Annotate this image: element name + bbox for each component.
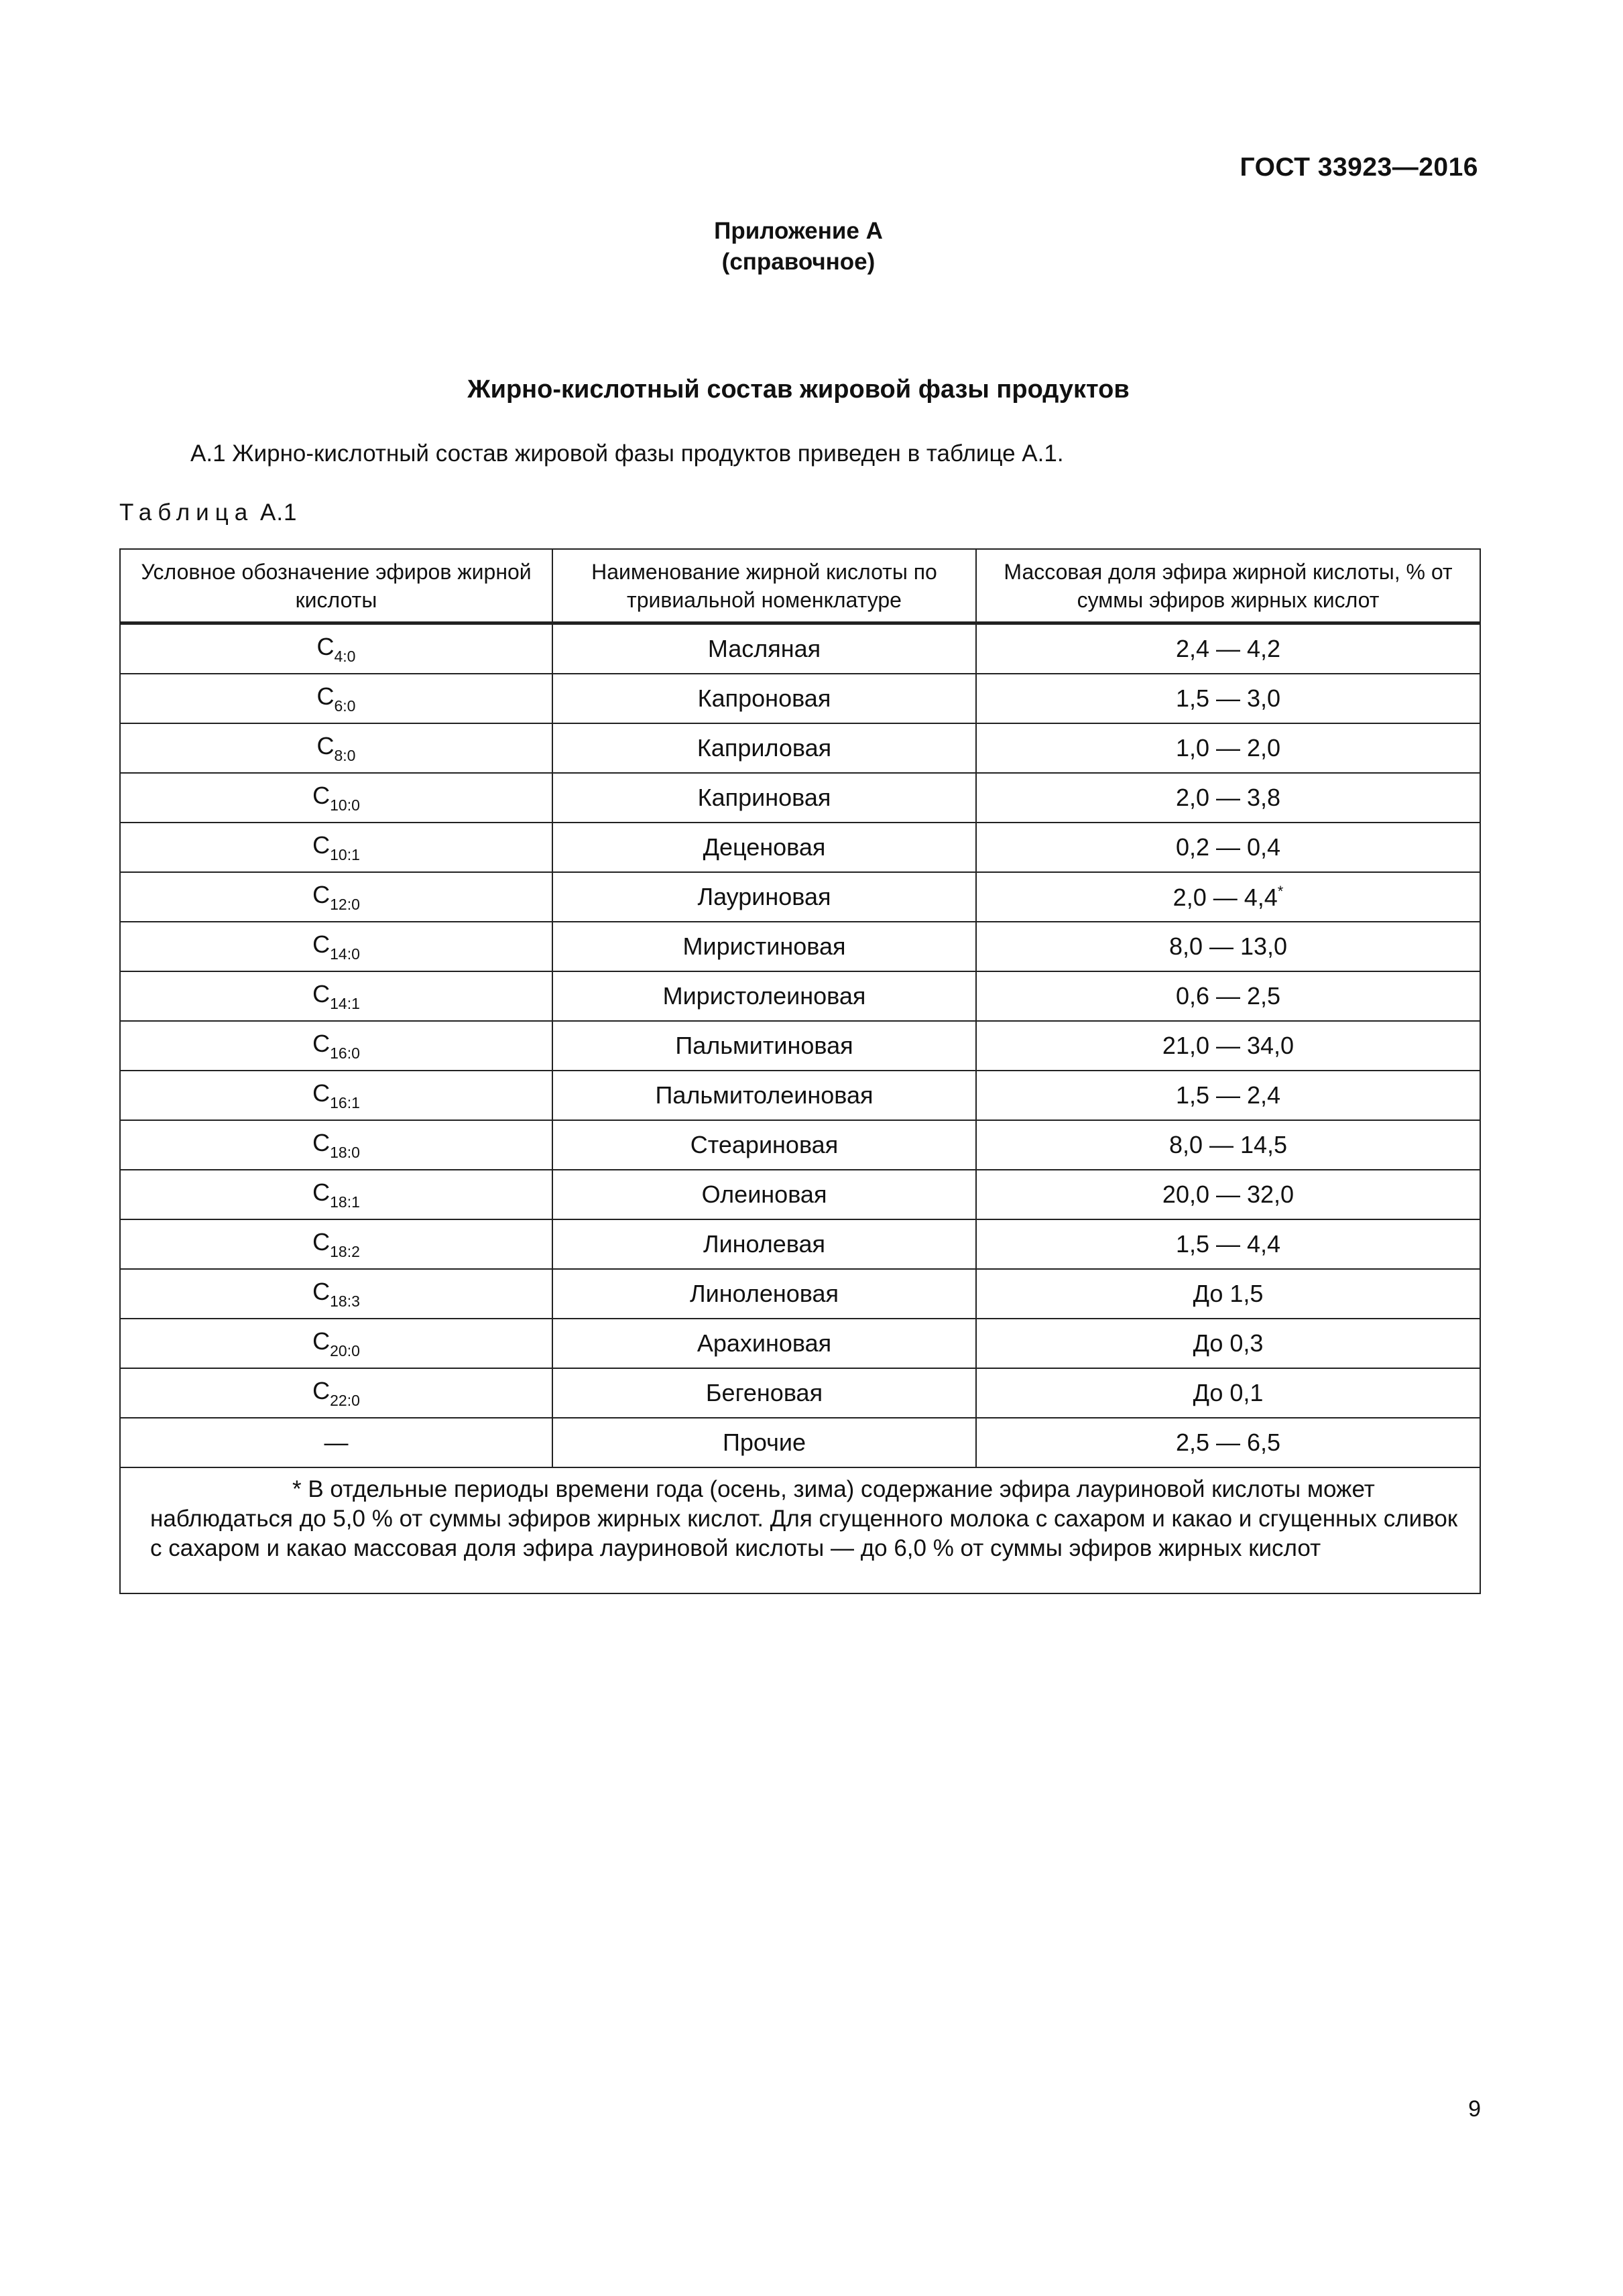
- acid-symbol: —: [324, 1429, 349, 1456]
- table-row: [120, 1219, 1480, 1269]
- acid-symbol: C: [312, 1178, 330, 1206]
- acid-name: Каприновая: [552, 773, 976, 823]
- mass-fraction-value: 1,5 — 3,0: [1175, 684, 1281, 712]
- mass-fraction: [976, 1368, 1480, 1418]
- table-body: [120, 623, 1480, 1594]
- table-row: [120, 1368, 1480, 1418]
- acid-subscript: 8:0: [334, 746, 356, 764]
- mass-fraction-value: 0,6 — 2,5: [1175, 982, 1281, 1010]
- acid-symbol: C: [312, 1227, 330, 1256]
- mass-fraction: [976, 773, 1480, 823]
- appendix-title: Приложение А: [714, 218, 883, 244]
- table-row: [120, 1021, 1480, 1071]
- acid-symbol: C: [312, 1277, 330, 1305]
- table-row: [120, 1071, 1480, 1120]
- acid-name: Масляная: [552, 623, 976, 674]
- acid-designation: [120, 674, 552, 723]
- mass-fraction: [976, 971, 1480, 1021]
- acid-designation: [120, 1368, 552, 1418]
- appendix-heading: [0, 216, 1597, 278]
- acid-name: Каприловая: [552, 723, 976, 773]
- acid-designation: [120, 1418, 552, 1467]
- mass-fraction-value: 21,0 — 34,0: [1162, 1032, 1295, 1059]
- footnote-row: [120, 1467, 1480, 1593]
- acid-designation: [120, 1071, 552, 1120]
- acid-subscript: 16:1: [330, 1093, 360, 1111]
- table-row: [120, 971, 1480, 1021]
- mass-fraction: [976, 723, 1480, 773]
- acid-designation: [120, 623, 552, 674]
- acid-subscript: 18:3: [330, 1292, 360, 1310]
- mass-fraction: [976, 1269, 1480, 1319]
- acid-name: Олеиновая: [552, 1170, 976, 1219]
- acid-symbol: C: [312, 1029, 330, 1057]
- mass-fraction: [976, 1021, 1480, 1071]
- mass-fraction-value: 1,5 — 2,4: [1175, 1081, 1281, 1109]
- mass-fraction-value: 2,5 — 6,5: [1175, 1429, 1281, 1456]
- header-mass-fraction: Массовая доля эфира жирной кислоты, % от суммы эфиров жирных кислот: [976, 549, 1480, 623]
- mass-fraction: [976, 1170, 1480, 1219]
- acid-designation: [120, 1120, 552, 1170]
- acid-designation: [120, 1269, 552, 1319]
- table-caption: [119, 499, 298, 526]
- section-title: Жирно-кислотный состав жировой фазы продуктов: [467, 375, 1130, 404]
- acid-name: Линоленовая: [552, 1269, 976, 1319]
- acid-subscript: 18:2: [330, 1242, 360, 1260]
- acid-designation: [120, 723, 552, 773]
- acid-name: Стеариновая: [552, 1120, 976, 1170]
- mass-fraction: [976, 872, 1480, 922]
- acid-symbol: C: [312, 1079, 330, 1107]
- acid-name: Миристолеиновая: [552, 971, 976, 1021]
- acid-name: Линолевая: [552, 1219, 976, 1269]
- fatty-acid-table: [119, 548, 1481, 1594]
- acid-designation: [120, 922, 552, 971]
- mass-fraction-value: 2,4 — 4,2: [1175, 635, 1281, 662]
- acid-symbol: C: [312, 1376, 330, 1404]
- table-row: [120, 922, 1480, 971]
- mass-fraction-value: До 0,3: [1193, 1329, 1264, 1357]
- table-footnote: * В отдельные периоды времени года (осень, зима) содержание эфира лауриновой кислоты может наблюдаться до 5,0 % от суммы эфиров жирных кислот. Для сгущенного молока с сахаром и какао и сгущенных сливок с сахаром и какао массовая доля эфира лауриновой кислоты — до 6,0 % от суммы эфиров жирных кислот: [120, 1467, 1480, 1593]
- mass-fraction: [976, 1418, 1480, 1467]
- mass-fraction: [976, 1219, 1480, 1269]
- mass-fraction: [976, 623, 1480, 674]
- acid-subscript: 18:1: [330, 1193, 360, 1211]
- table-caption-word: Таблица: [119, 499, 254, 526]
- mass-fraction: [976, 823, 1480, 872]
- acid-subscript: 12:0: [330, 895, 360, 913]
- acid-subscript: 4:0: [334, 647, 356, 665]
- mass-fraction-value: До 1,5: [1193, 1280, 1264, 1307]
- mass-fraction: [976, 674, 1480, 723]
- mass-fraction: [976, 1319, 1480, 1368]
- mass-fraction: [976, 1071, 1480, 1120]
- appendix-status: (справочное): [721, 249, 876, 275]
- header-designation: Условное обозначение эфиров жирной кислоты: [120, 549, 552, 623]
- acid-name: Прочие: [552, 1418, 976, 1467]
- acid-subscript: 6:0: [334, 697, 356, 715]
- acid-subscript: 10:1: [330, 845, 360, 863]
- mass-fraction-value: 0,2 — 0,4: [1175, 833, 1281, 861]
- acid-symbol: C: [312, 1128, 330, 1156]
- acid-symbol: C: [312, 880, 330, 908]
- acid-designation: [120, 773, 552, 823]
- acid-name: Пальмитиновая: [552, 1021, 976, 1071]
- table-row: [120, 773, 1480, 823]
- acid-designation: [120, 971, 552, 1021]
- acid-symbol: C: [312, 979, 330, 1008]
- acid-subscript: 14:1: [330, 994, 360, 1012]
- acid-symbol: C: [312, 930, 330, 958]
- table-row: [120, 1120, 1480, 1170]
- mass-fraction-value: 1,0 — 2,0: [1175, 734, 1281, 762]
- acid-subscript: 18:0: [330, 1143, 360, 1161]
- acid-subscript: 20:0: [330, 1341, 360, 1360]
- footnote-marker: *: [1277, 882, 1284, 900]
- acid-name: Капроновая: [552, 674, 976, 723]
- acid-symbol: C: [312, 831, 330, 859]
- table-row: [120, 623, 1480, 674]
- acid-name: Арахиновая: [552, 1319, 976, 1368]
- acid-designation: [120, 1319, 552, 1368]
- table-caption-number: А.1: [259, 499, 298, 526]
- acid-symbol: C: [312, 1327, 330, 1355]
- mass-fraction-value: 2,0 — 3,8: [1175, 784, 1281, 811]
- acid-name: Миристиновая: [552, 922, 976, 971]
- mass-fraction-value: До 0,1: [1193, 1379, 1264, 1406]
- table-row: [120, 723, 1480, 773]
- acid-designation: [120, 872, 552, 922]
- acid-name: Лауриновая: [552, 872, 976, 922]
- acid-subscript: 14:0: [330, 945, 360, 963]
- acid-subscript: 16:0: [330, 1044, 360, 1062]
- document-code: ГОСТ 33923—2016: [1240, 153, 1478, 182]
- header-acid-name: Наименование жирной кислоты по тривиальной номенклатуре: [552, 549, 976, 623]
- table-row: [120, 1319, 1480, 1368]
- table-row: [120, 1418, 1480, 1467]
- mass-fraction-value: 1,5 — 4,4: [1175, 1230, 1281, 1258]
- acid-subscript: 10:0: [330, 796, 360, 814]
- table-header-row: [120, 549, 1480, 623]
- mass-fraction-value: 8,0 — 13,0: [1168, 932, 1288, 960]
- intro-paragraph: А.1 Жирно-кислотный состав жировой фазы продуктов приведен в таблице А.1.: [190, 440, 1064, 467]
- acid-designation: [120, 1219, 552, 1269]
- mass-fraction-value: 20,0 — 32,0: [1162, 1181, 1295, 1208]
- acid-name: Деценовая: [552, 823, 976, 872]
- acid-symbol: C: [312, 781, 330, 809]
- acid-subscript: 22:0: [330, 1391, 360, 1409]
- acid-designation: [120, 1021, 552, 1071]
- table-row: [120, 1269, 1480, 1319]
- table-row: [120, 1170, 1480, 1219]
- mass-fraction: [976, 1120, 1480, 1170]
- acid-name: Бегеновая: [552, 1368, 976, 1418]
- acid-symbol: C: [316, 682, 335, 710]
- page-number: 9: [1468, 2096, 1481, 2122]
- acid-symbol: C: [316, 731, 335, 760]
- acid-designation: [120, 1170, 552, 1219]
- acid-name: Пальмитолеиновая: [552, 1071, 976, 1120]
- acid-designation: [120, 823, 552, 872]
- table-row: [120, 872, 1480, 922]
- table-row: [120, 823, 1480, 872]
- mass-fraction: [976, 922, 1480, 971]
- mass-fraction-value: 2,0 — 4,4: [1173, 883, 1278, 911]
- acid-symbol: C: [316, 632, 335, 660]
- mass-fraction-value: 8,0 — 14,5: [1168, 1131, 1288, 1158]
- table-row: [120, 674, 1480, 723]
